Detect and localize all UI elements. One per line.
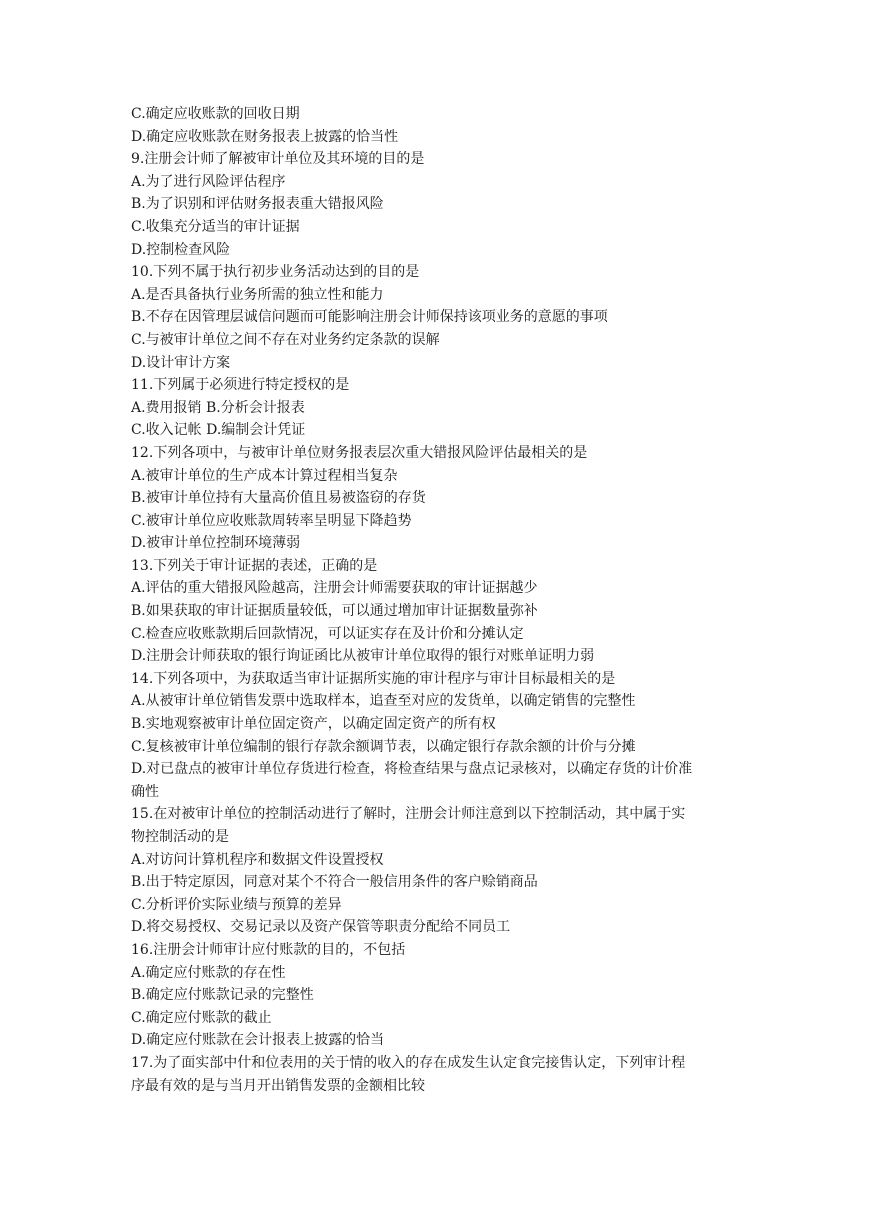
question-15-continued: 物控制活动的是: [131, 829, 229, 845]
option-line: A.是否具备执行业务所需的独立性和能力: [131, 286, 384, 303]
text-line: C.确定应收账款的回收日期: [131, 106, 300, 122]
option-line: B.被审计单位持有大量高价值且易被盗窃的存货: [131, 490, 426, 507]
option-line: B.不存在因管理层诚信问题而可能影响注册会计师保持该项业务的意愿的事项: [131, 309, 608, 326]
option-line: B.确定应付账款记录的完整性: [131, 987, 314, 1004]
option-line: C.复核被审计单位编制的银行存款余额调节表，以确定银行存款余额的计价与分摊: [131, 738, 636, 755]
question-11: 11.下列属于必须进行特定授权的是: [131, 377, 350, 394]
option-line: D.对已盘点的被审计单位存货进行检查，将检查结果与盘点记录核对，以确定存货的计价准: [131, 761, 693, 778]
option-line: A.确定应付账款的存在性: [131, 964, 286, 981]
option-line: C.与被审计单位之间不存在对业务约定条款的误解: [131, 331, 440, 348]
option-line: B.如果获取的审计证据质量较低，可以通过增加审计证据数量弥补: [131, 603, 538, 620]
question-16: 16.注册会计师审计应付账款的目的，不包括: [131, 941, 406, 958]
question-15: 15.在对被审计单位的控制活动进行了解时，注册会计师注意到以下控制活动，其中属于实: [131, 806, 686, 823]
option-line: A.被审计单位的生产成本计算过程相当复杂: [131, 467, 398, 484]
option-line: C.收入记帐 D.编制会计凭证: [131, 422, 306, 439]
option-line: D.设计审计方案: [131, 354, 231, 371]
option-line: C.被审计单位应收账款周转率呈明显下降趋势: [131, 512, 412, 529]
option-line: D.将交易授权、交易记录以及资产保管等职责分配给不同员工: [131, 919, 511, 936]
option-line: D.确定应付账款在会计报表上披露的恰当: [131, 1032, 385, 1049]
question-17: 17.为了面实部中什和位表用的关于情的收入的存在成发生认定食完接售认定，下列审计程: [131, 1054, 686, 1071]
document-page: [131, 103, 741, 1097]
option-line: B.实地观察被审计单位固定资产，以确定固定资产的所有权: [131, 716, 496, 733]
question-17-continued: 序最有效的是与当月开出销售发票的金额相比较: [131, 1077, 425, 1094]
question-14: 14.下列各项中，为获取适当审计证据所实施的审计程序与审计目标最相关的是: [131, 670, 616, 687]
option-line: C.分析评价实际业绩与预算的差异: [131, 896, 342, 913]
option-line: C.确定应付账款的截止: [131, 1009, 272, 1026]
option-line: B.出于特定原因，同意对某个不符合一般信用条件的客户赊销商品: [131, 874, 538, 891]
option-line: A.评估的重大错报风险越高，注册会计师需要获取的审计证据越少: [131, 580, 538, 597]
option-line: A.从被审计单位销售发票中选取样本，追查至对应的发货单，以确定销售的完整性: [131, 693, 636, 710]
option-line: D.控制检查风险: [131, 241, 231, 258]
option-line: A.对访问计算机程序和数据文件设置授权: [131, 851, 384, 868]
option-line: D.注册会计师获取的银行询证函比从被审计单位取得的银行对账单证明力弱: [131, 648, 595, 665]
question-12: 12.下列各项中，与被审计单位财务报表层次重大错报风险评估最相关的是: [131, 444, 588, 461]
option-line-continued: 确性: [131, 783, 159, 800]
option-line: B.为了识别和评估财务报表重大错报风险: [131, 196, 384, 213]
option-line: A.为了进行风险评估程序: [131, 173, 286, 190]
question-10: 10.下列不属于执行初步业务活动达到的目的是: [131, 264, 420, 281]
question-9: 9.注册会计师了解被审计单位及其环境的目的是: [131, 151, 425, 168]
option-line: C.收集充分适当的审计证据: [131, 218, 300, 235]
text-line: D.确定应收账款在财务报表上披露的恰当性: [131, 128, 399, 145]
question-13: 13.下列关于审计证据的表述，正确的是: [131, 557, 378, 574]
option-line: D.被审计单位控制环境薄弱: [131, 535, 301, 552]
option-line: C.检查应收账款期后回款情况，可以证实存在及计价和分摊认定: [131, 625, 524, 642]
option-line: A.费用报销 B.分析会计报表: [131, 399, 305, 416]
